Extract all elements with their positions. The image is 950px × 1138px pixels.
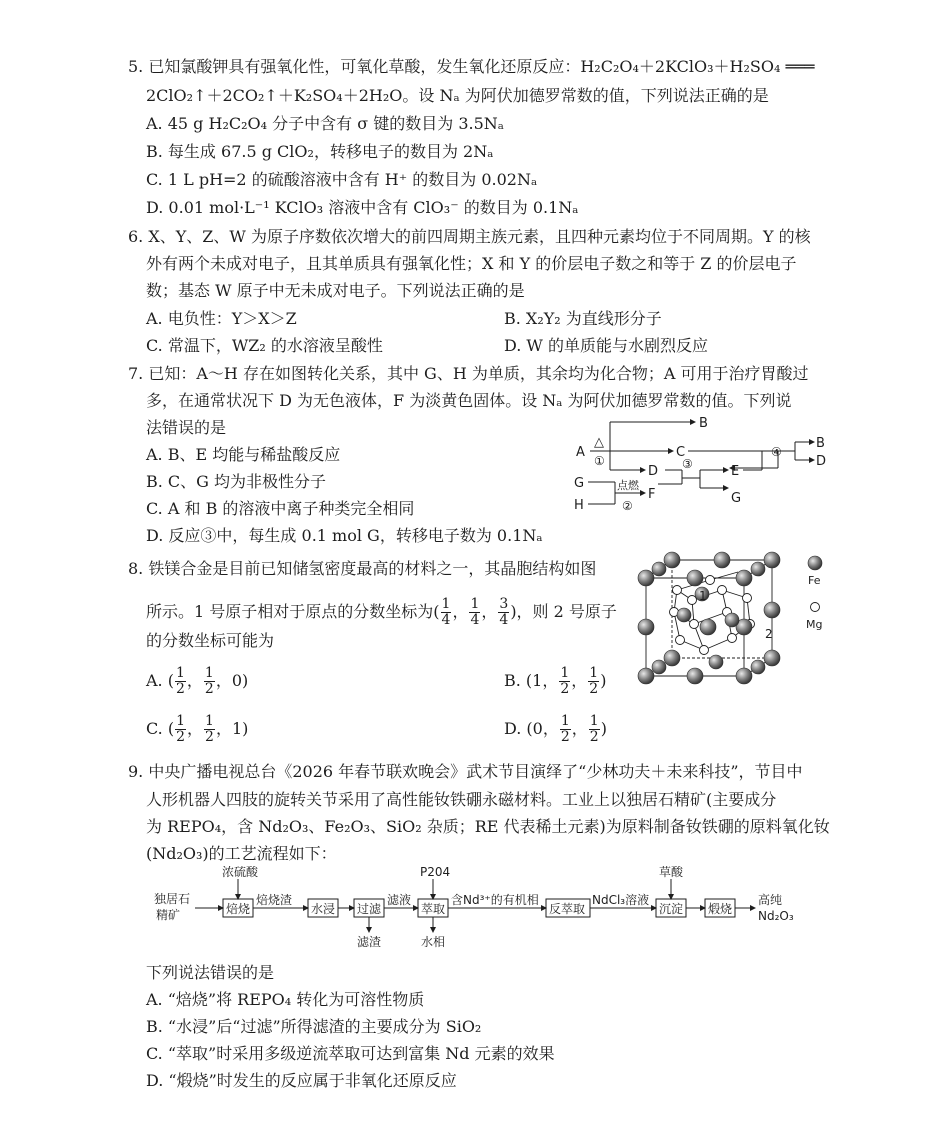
q8-line2-post: )，则 2 号原子 bbox=[510, 602, 617, 621]
q7-stem-line1: 7. 已知：A～H 存在如图转化关系，其中 G、H 为单质，其余均为化合物；A 可用于治疗胃酸过 bbox=[128, 364, 809, 383]
q8-option-b-label: B. (1， bbox=[504, 671, 559, 690]
q7-stem-line2: 多，在通常状况下 D 为无色液体，F 为淡黄色固体。设 Nₐ 为阿伏加德罗常数的值。下列说 bbox=[146, 391, 792, 410]
q8-option-a-label: A. ( bbox=[146, 671, 174, 690]
q7-node-a: A bbox=[576, 445, 585, 460]
q9-process-flow bbox=[150, 866, 830, 950]
flow-residue: 滤渣 bbox=[357, 935, 382, 949]
q6-option-a: A. 电负性：Y＞X＞Z bbox=[146, 309, 297, 328]
fe-legend-icon bbox=[808, 556, 822, 570]
flow-product-line2: Nd₂O₃ bbox=[758, 909, 794, 923]
num: 1 bbox=[589, 713, 599, 729]
den: 2 bbox=[176, 729, 186, 745]
q5-stem-line2: 2ClO₂↑＋2CO₂↑＋K₂SO₄＋2H₂O。设 Nₐ 为阿伏加德罗常数的值，下列说法正确的是 bbox=[146, 86, 769, 105]
q7-node-d-product: D bbox=[816, 454, 827, 469]
q7-reaction-1: ① bbox=[594, 454, 605, 468]
den: 2 bbox=[589, 729, 599, 745]
q7-heat-symbol: △ bbox=[594, 435, 604, 450]
q9-option-d: D. “煅烧”时发生的反应属于非氧化还原反应 bbox=[146, 1071, 457, 1090]
q8-atom-1-label: 1 bbox=[699, 589, 707, 603]
q8-option-d-frac2 bbox=[589, 714, 600, 745]
q9-stem-line4: (Nd₂O₃)的工艺流程如下： bbox=[146, 844, 337, 863]
q7-reaction-4: ④ bbox=[771, 445, 782, 459]
q8-frac-2-num: 1 bbox=[470, 596, 480, 612]
flow-leach: 水浸 bbox=[311, 902, 336, 916]
q5-option-b: B. 每生成 67.5 g ClO₂，转移电子的数目为 2Nₐ bbox=[146, 142, 494, 161]
q7-node-g: G bbox=[574, 476, 585, 491]
flow-aqueous: 水相 bbox=[421, 935, 446, 949]
num: 1 bbox=[560, 665, 570, 681]
q8-stem-line2: 所示。1 号原子相对于原点的分数坐标为( $\frac{1}{4}$ ， $\frac{1}{4}$ ， $\frac{3}{4}$ )，则 2 号原子 bbox=[146, 596, 617, 628]
num: 1 bbox=[204, 665, 214, 681]
flow-organic: 含Nd³⁺的有机相 bbox=[451, 893, 539, 907]
q7-node-b-product: B bbox=[816, 436, 825, 451]
flow-filter: 过滤 bbox=[357, 902, 382, 916]
den: 2 bbox=[560, 729, 570, 745]
q6-option-b: B. X₂Y₂ 为直线形分子 bbox=[504, 309, 662, 328]
num: 1 bbox=[205, 713, 214, 729]
q8-atom-2-label: 2 bbox=[765, 627, 773, 641]
q5-stem-line1: 5. 已知氯酸钾具有强氧化性，可氧化草酸，发生氧化还原反应：H₂C₂O₄＋2KClO₃＋H₂SO₄ ═══ bbox=[128, 57, 815, 76]
flow-roast-residue: 焙烧渣 bbox=[256, 893, 293, 907]
q7-node-e: E bbox=[731, 464, 740, 479]
q7-node-f: F bbox=[648, 487, 656, 502]
q6-stem-line2: 外有两个未成对电子，且其单质具有强氧化性；X 和 Y 的价层电子数之和等于 Z 的价层电子 bbox=[146, 254, 797, 273]
q6-option-c: C. 常温下，WZ₂ 的水溶液呈酸性 bbox=[146, 336, 383, 355]
flow-strip: 反萃取 bbox=[549, 902, 586, 916]
q7-node-d: D bbox=[648, 464, 659, 479]
q9-stem-line3: 为 REPO₄，含 Nd₂O₃、Fe₂O₃、SiO₂ 杂质；RE 代表稀土元素)为原料制备钕铁硼的原料氧化钕 bbox=[146, 817, 830, 836]
q9-option-c: C. “萃取”时采用多级逆流萃取可达到富集 Nd 元素的效果 bbox=[146, 1044, 555, 1063]
q8-stem-line3: 的分数坐标可能为 bbox=[146, 631, 275, 650]
q7-node-h: H bbox=[574, 498, 584, 513]
q8-option-d: D. (0， $\frac{1}{2}$ ， $\frac{1}{2}$ ) bbox=[504, 713, 607, 745]
flow-product-line1: 高纯 bbox=[758, 893, 783, 907]
q8-option-a-frac1 bbox=[175, 666, 186, 697]
flow-precip: 沉淀 bbox=[659, 902, 684, 916]
q8-option-c-tail: ，1) bbox=[215, 719, 249, 738]
q7-reaction-3: ③ bbox=[682, 457, 693, 471]
q8-option-a: A. ( $\frac{1}{2}$ ， $\frac{1}{2}$ ，0) bbox=[146, 665, 249, 697]
den: 2 bbox=[589, 681, 599, 697]
q8-option-b-frac1 bbox=[559, 666, 570, 697]
q7-conversion-diagram bbox=[570, 408, 840, 518]
q8-frac-3 bbox=[498, 597, 509, 628]
q8-crystal-cell-figure bbox=[632, 550, 832, 695]
q8-frac-2-den: 4 bbox=[470, 612, 480, 628]
q5-option-c: C. 1 L pH=2 的硫酸溶液中含有 H⁺ 的数目为 0.02Nₐ bbox=[146, 170, 538, 189]
q7-node-g-product: G bbox=[731, 491, 742, 506]
q6-option-d: D. W 的单质能与水剧烈反应 bbox=[504, 336, 708, 355]
num: 1 bbox=[175, 665, 185, 681]
q8-option-c: C. ( $\frac{1}{2}$ ， $\frac{1}{2}$ ，1) bbox=[146, 713, 249, 745]
q8-stem-line1: 8. 铁镁合金是目前已知储氢密度最高的材料之一，其晶胞结构如图 bbox=[128, 559, 597, 578]
q9-option-b: B. “水浸”后“过滤”所得滤渣的主要成分为 SiO₂ bbox=[146, 1017, 482, 1036]
q7-option-c: C. A 和 B 的溶液中离子种类完全相同 bbox=[146, 499, 415, 518]
q8-option-c-label: C. ( bbox=[146, 719, 175, 738]
q8-option-b-tail: ) bbox=[600, 671, 607, 690]
q8-frac-3-den: 4 bbox=[499, 612, 509, 628]
q9-prompt: 下列说法错误的是 bbox=[146, 963, 275, 982]
q8-option-d-frac1 bbox=[560, 714, 571, 745]
q8-option-c-frac2 bbox=[204, 714, 215, 745]
q8-legend-mg: Mg bbox=[806, 618, 823, 631]
flow-start-line2: 精矿 bbox=[156, 908, 181, 922]
q7-option-a: A. B、E 均能与稀盐酸反应 bbox=[146, 445, 341, 464]
den: 2 bbox=[204, 681, 214, 697]
q8-option-a-tail: ，0) bbox=[215, 671, 249, 690]
q8-frac-1 bbox=[441, 597, 452, 628]
flow-p204: P204 bbox=[420, 866, 451, 879]
flow-oxalic: 草酸 bbox=[659, 866, 684, 879]
q9-stem-line1: 9. 中央广播电视总台《2026 年春节联欢晚会》武术节目演绎了“少林功夫＋未来科技”，节目中 bbox=[128, 762, 803, 781]
flow-roast: 焙烧 bbox=[226, 902, 251, 916]
q7-option-d: D. 反应③中，每生成 0.1 mol G，转移电子数为 0.1Nₐ bbox=[146, 526, 543, 545]
mg-legend-icon bbox=[811, 603, 820, 612]
q8-frac-2 bbox=[469, 597, 480, 628]
flow-calcine: 煅烧 bbox=[708, 902, 733, 916]
q5-option-d: D. 0.01 mol·L⁻¹ KClO₃ 溶液中含有 ClO₃⁻ 的数目为 0.1Nₐ bbox=[146, 198, 579, 217]
flow-extract: 萃取 bbox=[421, 902, 446, 916]
den: 2 bbox=[205, 729, 214, 745]
flow-ndcl3: NdCl₃溶液 bbox=[592, 893, 650, 907]
den: 2 bbox=[560, 681, 570, 697]
q6-stem-line1: 6. X、Y、Z、W 为原子序数依次增大的前四周期主族元素，且四种元素均位于不同周期。Y 的核 bbox=[128, 227, 811, 246]
q6-stem-line3: 数；基态 W 原子中无未成对电子。下列说法正确的是 bbox=[146, 281, 525, 300]
q9-option-a: A. “焙烧”将 REPO₄ 转化为可溶性物质 bbox=[146, 990, 425, 1009]
flow-filtrate: 滤液 bbox=[387, 893, 412, 907]
q7-stem-line3: 法错误的是 bbox=[146, 418, 227, 437]
q8-line2-pre: 所示。1 号原子相对于原点的分数坐标为( bbox=[146, 602, 440, 621]
q7-option-b: B. C、G 均为非极性分子 bbox=[146, 472, 327, 491]
q8-frac-3-num: 3 bbox=[499, 596, 509, 612]
num: 1 bbox=[560, 713, 570, 729]
q7-node-c: C bbox=[676, 445, 686, 460]
q8-option-a-frac2 bbox=[204, 666, 215, 697]
q8-option-d-tail: ) bbox=[600, 719, 607, 738]
num: 1 bbox=[176, 713, 186, 729]
q8-option-d-label: D. (0， bbox=[504, 719, 559, 738]
q8-option-c-frac1 bbox=[175, 714, 186, 745]
den: 2 bbox=[175, 681, 185, 697]
q7-node-b: B bbox=[699, 416, 708, 431]
q8-frac-1-num: 1 bbox=[441, 596, 451, 612]
q8-legend-fe: Fe bbox=[808, 574, 821, 587]
q8-frac-1-den: 4 bbox=[441, 612, 451, 628]
q7-reaction-2: ② bbox=[622, 499, 633, 513]
flow-start-line1: 独居石 bbox=[154, 892, 191, 906]
q5-option-a: A. 45 g H₂C₂O₄ 分子中含有 σ 键的数目为 3.5Nₐ bbox=[146, 114, 504, 133]
q8-option-b-frac2 bbox=[588, 666, 599, 697]
num: 1 bbox=[589, 665, 599, 681]
q7-ignite-label: 点燃 bbox=[617, 479, 639, 492]
flow-acid: 浓硫酸 bbox=[222, 866, 259, 879]
q8-option-b: B. (1， $\frac{1}{2}$ ， $\frac{1}{2}$ ) bbox=[504, 665, 607, 697]
q9-stem-line2: 人形机器人四肢的旋转关节采用了高性能钕铁硼永磁材料。工业上以独居石精矿(主要成分 bbox=[146, 790, 777, 809]
